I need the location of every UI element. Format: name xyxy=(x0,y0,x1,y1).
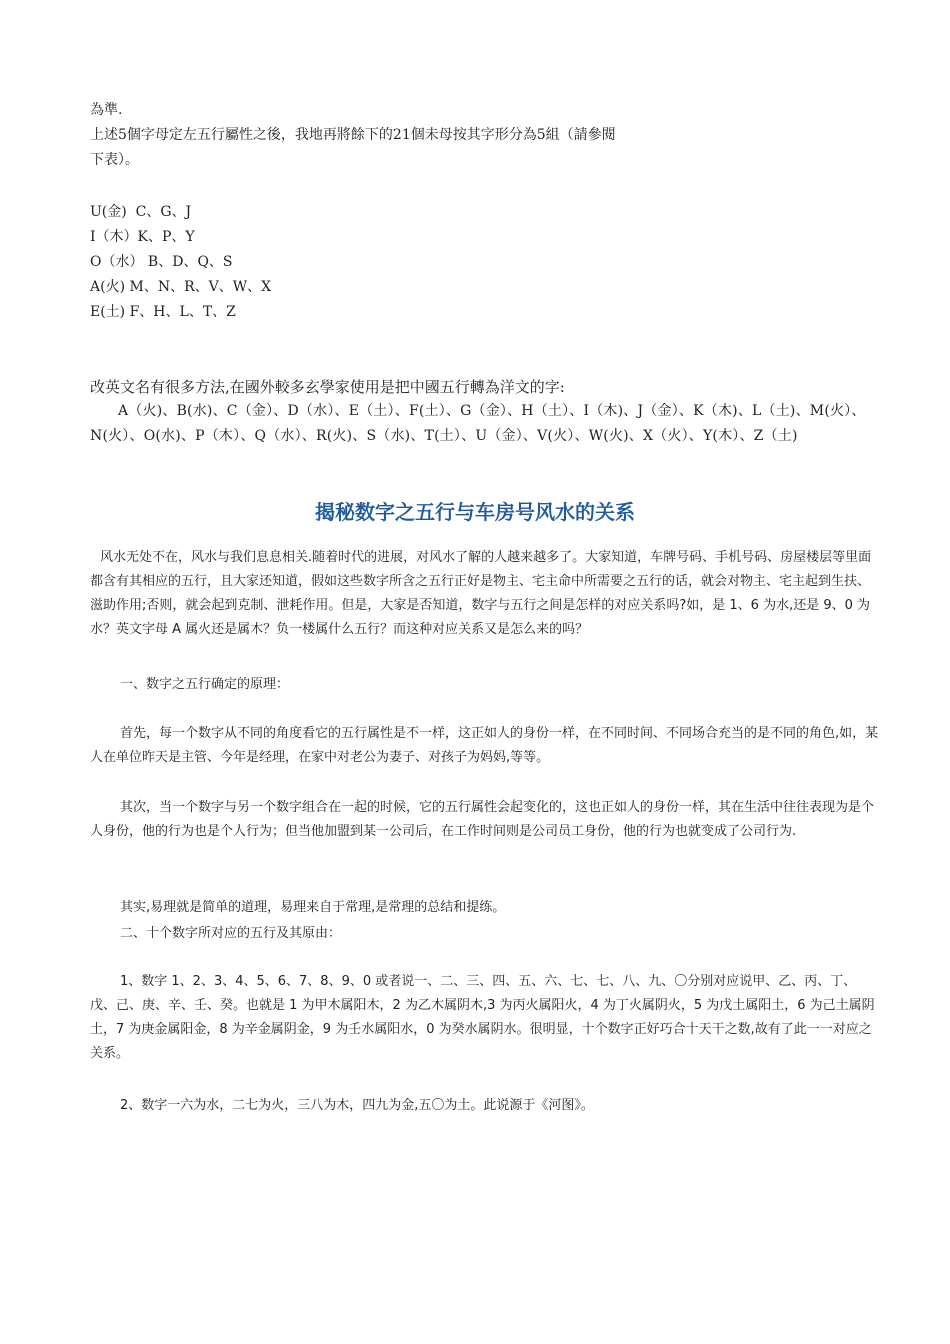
section-2-heading xyxy=(90,922,880,946)
group-row-wood: I（木）K、P、Y xyxy=(90,229,195,245)
letters-paragraph: A（火)、B(水)、C（金）、D（水）、E（土）、F(土）、G（金）、H（土）、I（木)、J（金）、K（木)、L（土)、M(火）、N(火）、O(水)、P（木）、Q（水）、R(火)、S（水)、T(土）、U（金）、V(火）、W(火)、X（火）、Y(木）、Z（土) xyxy=(90,403,866,444)
intro-block xyxy=(90,98,890,123)
paragraph-first xyxy=(90,722,880,770)
paragraph-second-text: 其次，当一个数字与另一个数字组合在一起的时候，它的五行属性会起变化的，这也正如人的身份一样，其在生活中往往表现为是个人身份，他的行为也是个人行为；但当他加盟到某一公司后，在工作时间则是公司员工身份，他的行为也就变成了公司行为. xyxy=(90,800,875,839)
paragraph-item-2 xyxy=(90,1094,880,1118)
intro-line-3: 下表）。 xyxy=(90,152,139,168)
group-row-fire: A(火) M、N、R、V、W、X xyxy=(90,279,272,295)
section-2-heading-text: 二、十个数字所对应的五行及其原由： xyxy=(120,926,342,941)
paragraph-third xyxy=(90,896,880,920)
intro-line-2: 上述5個字母定左五行屬性之後，我地再將餘下的21個未母按其字形分為5組（請參閱 xyxy=(90,127,616,143)
intro-paragraph-text: 风水无处不在，风水与我们息息相关.随着时代的进展，对风水了解的人越来越多了。大家知道，车牌号码、手机号码、房屋楼层等里面都含有其相应的五行，且大家还知道，假如这些数字所含之五行正好是物主、宅主命中所需要之五行的话，就会对物主、宅主起到生扶、滋助作用;否则，就会起到克制、泄耗作用。但是，大家是否知道，数字与五行之间是怎样的对应关系吗?如，是 1、6 为水,还是 9、0 为水？英文字母 A 属火还是属木？负一楼属什么五行？而这种对应关系又是怎么来的吗？ xyxy=(90,550,872,637)
paragraph-item-1 xyxy=(90,970,880,1066)
intro-block-2 xyxy=(90,123,890,173)
paragraph-second xyxy=(90,796,880,844)
group-row-earth: E(土) F、H、L、T、Z xyxy=(90,304,236,320)
section-1-heading-text: 一、数字之五行确定的原理： xyxy=(120,677,290,692)
group-row-metal: U(金) C、G、J xyxy=(90,204,192,220)
paragraph-item-2-text: 2、数字一六为水，二七为火，三八为木，四九为金,五〇为土。此说源于《河图》。 xyxy=(120,1098,594,1113)
letter-group-list xyxy=(90,200,271,325)
method-line: 改英文名有很多方法,在國外較多玄學家使用是把中國五行轉為洋文的字: xyxy=(90,378,565,396)
paragraph-item-1-text: 1、数字 1、2、3、4、5、6、7、8、9、0 或者说一、二、三、四、五、六、七、七、八、九、〇分别对应说甲、乙、丙、丁、戊、己、庚、辛、壬、癸。也就是 1 为甲木属阳木，2 为乙木属阴木,3 为丙火属阳火，4 为丁火属阴火，5 为戊土属阳土，6 为己土属阴土，7 为庚金属阳金，8 为辛金属阴金，9 为壬水属阳水，0 为癸水属阴水。很明显，十个数字正好巧合十天干之数,故有了此一一对应之关系。 xyxy=(90,974,875,1061)
paragraph-first-text: 首先，每一个数字从不同的角度看它的五行属性是不一样，这正如人的身份一样，在不同时间、不同场合充当的是不同的角色,如，某人在单位昨天是主管、今年是经理，在家中对老公为妻子、对孩子为妈妈,等等。 xyxy=(90,726,879,765)
intro-line-1: 為準. xyxy=(90,102,123,118)
group-row-water: O（水） B、D、Q、S xyxy=(90,254,233,270)
paragraph-third-text: 其实,易理就是简单的道理，易理来自于常理,是常理的总结和提练。 xyxy=(120,900,506,915)
article-intro-paragraph xyxy=(90,546,880,642)
section-1-heading xyxy=(90,673,880,697)
article-title: 揭秘数字之五行与车房号风水的关系 xyxy=(315,500,635,524)
